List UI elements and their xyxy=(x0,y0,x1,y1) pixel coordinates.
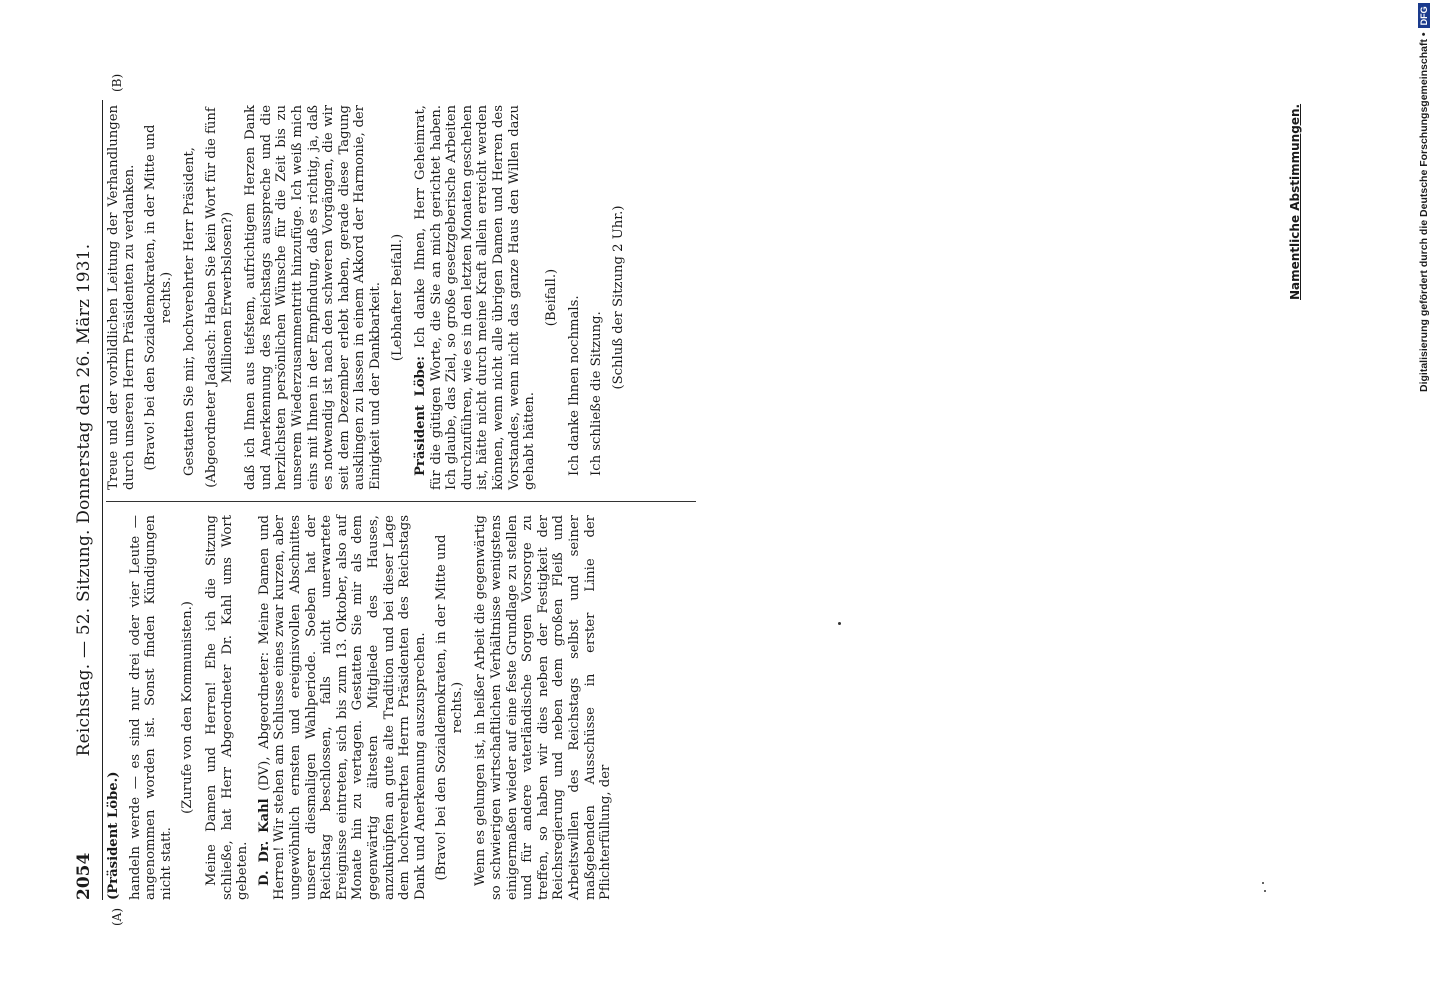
speech-text: Ich danke Ihnen, Herr Geheimrat, für die gütigen Worte, die Sie an mich gerichtet haben. Ich glaube, das Ziel, so große gesetzgeberische Arbeiten durchzuführen, wie es in den letzten Monaten geschehen ist, hätte nicht durch meine Kraft allein erreicht werden können, wenn nicht alle übrigen Damen und Herren des Vorstandes, wenn nicht das ganze Haus den Willen dazu gehabt hätten. xyxy=(413,105,538,490)
page-header xyxy=(70,100,103,900)
interjection: (Bravo! bei den Sozialdemokraten, in der Mitte und rechts.) xyxy=(434,534,465,881)
protocol-page xyxy=(70,73,700,926)
paragraph: Gestatten Sie mir, hochverehrter Herr Präsident, xyxy=(182,147,198,476)
speaker-bracket: (Präsident Löbe.) xyxy=(106,771,121,900)
interjection: (Abgeordneter Jadasch: Haben Sie kein Wort für die fünf Millionen Erwerbslosen?) xyxy=(203,107,235,488)
left-column xyxy=(106,515,620,900)
margin-mark-b: (B) xyxy=(110,73,124,92)
right-column xyxy=(106,105,634,490)
paragraph: Meine Damen und Herren! Ehe ich die Sitzung schließe, hat Herr Abgeordneter Dr. Kahl ums Wort gebeten. xyxy=(203,515,251,900)
scan-speck xyxy=(1262,882,1264,884)
paragraph: daß ich Ihnen aus tiefstem, aufrichtigem Herzen Dank und Anerkennung des Reichstags ausspreche und die herzlichsten persönlichen Wünsche für die Zeit bis zu unserem Wiederzusammentritt hinzufüge. Ich weiß mich eins mit Ihnen in der Empfindung, daß es richtig, ja, daß es notwendig ist nach den schweren Vorgängen, die wir seit dem Dezember erlebt haben, gerade diese Tagung ausklingen zu lassen in einem Akkord der Harmonie, der Einigkeit und der Dankbarkeit. xyxy=(243,105,383,490)
interjection: (Lebhafter Beifall.) xyxy=(389,233,405,362)
scan-speck xyxy=(1264,890,1266,892)
scan-speck xyxy=(838,622,841,625)
interjection: (Zurufe von den Kommunisten.) xyxy=(180,601,196,814)
paragraph: Treue und der vorbildlichen Leitung der Verhandlungen durch unseren Herrn Präsidenten zu verdanken. xyxy=(106,105,137,490)
paragraph: handeln werde — es sind nur drei oder vier Leute — angenommen worden ist. Sonst finden Kündigungen nicht statt. xyxy=(127,515,174,900)
margin-mark-a: (A) xyxy=(110,907,124,926)
page-number: 2054 xyxy=(74,852,94,900)
speech-loebe xyxy=(413,105,538,490)
section-title: Namentliche Abstimmungen. xyxy=(1288,103,1302,300)
interjection: (Beifall.) xyxy=(543,268,559,327)
page-title: Reichstag. — 52. Sitzung. Donnerstag den 26. März 1931. xyxy=(74,243,94,757)
session-end-note: (Schluß der Sitzung 2 Uhr.) xyxy=(610,205,626,390)
paragraph: Wenn es gelungen ist, in heißer Arbeit die gegenwärtig so schwierigen wirtschaftlichen Verhältnisse wenigstens einigermaßen wieder auf eine feste Grundlage zu stellen und für andere vaterländische Sorgen Vorsorge zu treffen, so haben wir dies neben der Festigkeit der Reichsregierung und neben dem großen Fleiß und Arbeitswillen des Reichstags selbst und seiner maßgebenden Ausschüsse in erster Linie der Pflichterfüllung, der xyxy=(473,515,614,900)
digitization-credit xyxy=(1418,3,1430,392)
speech-text: (DV), Abgeordneter: Meine Damen und Herren! Wir stehen am Schlusse eines zwar kurzen, aber ungewöhnlich ernsten und ereignisvollen Abschnittes unserer diesmaligen Wahlperiode. Soeben hat der Reichstag beschlossen, falls nicht unerwartete Ereignisse eintreten, sich bis zum 13. Oktober, also auf Monate hin zu vertagen. Gestatten Sie mir als dem gegenwärtig ältesten Mitgliede des Hauses, anzuknüpfen an gute alte Tradition und bei dieser Lage dem hochverehrten Herrn Präsidenten des Reichstags Dank und Anerkennung auszusprechen. xyxy=(256,515,428,900)
column-divider xyxy=(106,501,696,502)
speaker-name: Präsident Löbe: xyxy=(413,355,429,476)
credit-text: Digitalisierung gefördert durch die Deutsche Forschungsgemeinschaft • xyxy=(1418,32,1430,392)
paragraph: Ich schließe die Sitzung. xyxy=(589,311,605,476)
interjection: (Bravo! bei den Sozialdemokraten, in der Mitte und rechts.) xyxy=(143,124,174,471)
dfg-logo: DFG xyxy=(1418,3,1430,28)
paragraph: Ich danke Ihnen nochmals. xyxy=(567,295,583,476)
speech-kahl xyxy=(257,515,429,900)
speaker-name: D. Dr. Kahl xyxy=(256,798,272,886)
